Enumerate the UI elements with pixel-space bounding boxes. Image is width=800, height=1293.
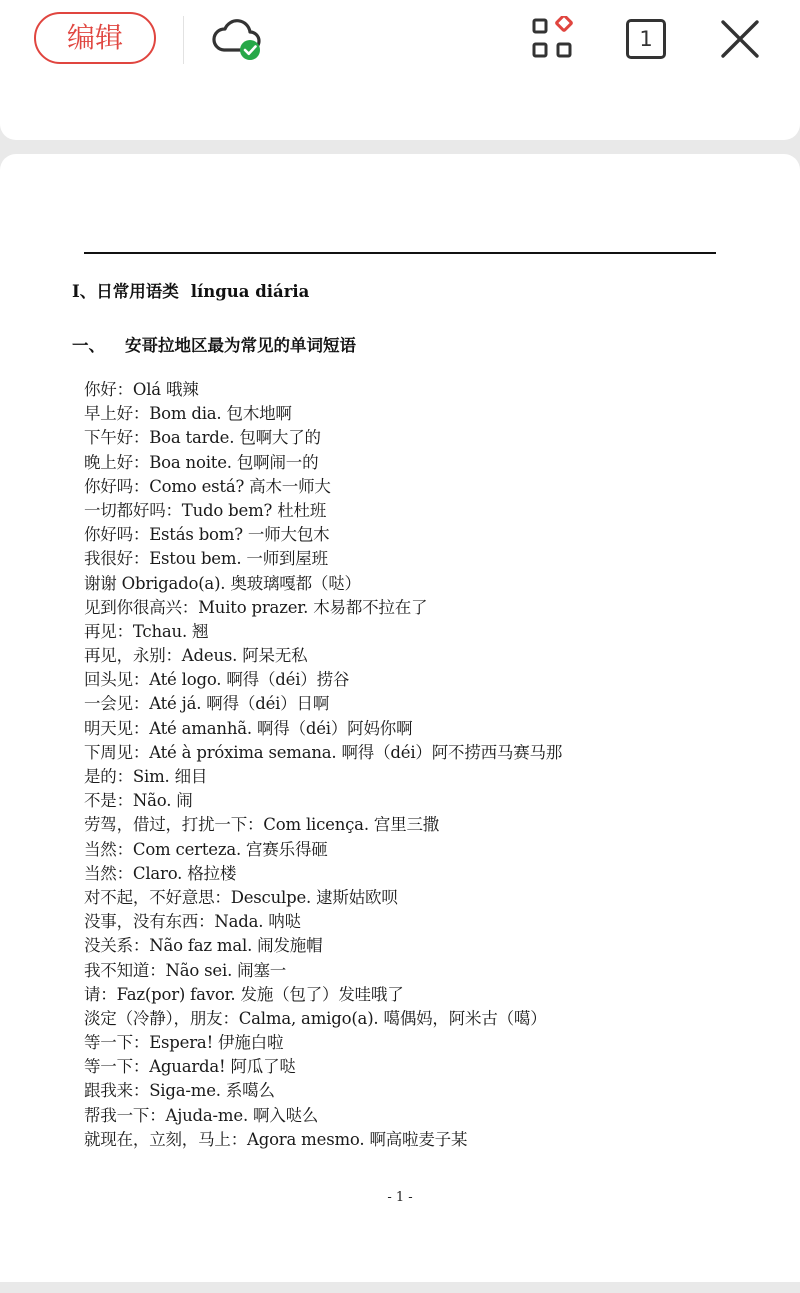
phrase-entry: 一会见：Até já. 啊得（déi）日啊: [84, 694, 330, 714]
phrase-entry: 请：Faz(por) favor. 发施（包了）发哇哦了: [84, 984, 404, 1004]
section-title: [72, 278, 309, 302]
phrase-entry: 跟我来：Siga-me. 系噶么: [84, 1081, 275, 1101]
top-toolbar: [0, 0, 800, 85]
phrase-entry: 劳驾，借过，打扰一下：Com licença. 宫里三撒: [84, 815, 440, 835]
phrase-entry: 你好：Olá 哦辣: [84, 380, 199, 399]
phrase-entry: 回头见：Até logo. 啊得（déi）捞谷: [84, 670, 350, 690]
page-number: - 1 -: [387, 1190, 413, 1205]
phrase-entry: 见到你很高兴：Muito prazer. 木易都不拉在了: [84, 597, 428, 617]
phrase-entry: 不是：Não. 闹: [84, 791, 193, 811]
phrase-entry: 就现在，立刻，马上：Agora mesmo. 啊高啦麦子某: [84, 1129, 468, 1149]
phrase-entry: 是的：Sim. 细目: [84, 767, 208, 786]
phrase-entry: 谢谢 Obrigado(a). 奥玻璃嘎都（哒）: [84, 573, 361, 593]
subsection-title: [72, 332, 356, 356]
phrase-entry: 对不起，不好意思：Desculpe. 逮斯姑欧呗: [84, 887, 398, 907]
phrase-entry: 一切都好吗：Tudo bem? 杜杜班: [84, 500, 327, 520]
phrase-entry: 早上好：Bom dia. 包木地啊: [84, 404, 292, 424]
phrase-entry: 再见，永别：Adeus. 阿呆无私: [84, 646, 308, 666]
phrase-entry: 当然：Com certeza. 宫赛乐得砸: [84, 839, 328, 859]
phrase-entry: 没关系：Não faz mal. 闹发施帽: [84, 936, 323, 956]
phrase-entry: 我很好：Estou bem. 一师到屋班: [84, 549, 328, 569]
previous-page-bottom: [0, 84, 800, 140]
phrase-entry: 晚上好：Boa noite. 包啊闹一的: [84, 452, 319, 472]
phrase-entry: 没事，没有东西：Nada. 呐哒: [84, 912, 301, 932]
section-title-portuguese: língua diária: [190, 282, 310, 301]
cloud-synced-icon[interactable]: [210, 16, 266, 62]
phrase-entry: 你好吗：Estás bom? 一师大包木: [84, 525, 330, 545]
app-grid-icon[interactable]: [530, 16, 576, 62]
document-page[interactable]: [0, 154, 800, 1282]
header-rule: [84, 252, 716, 254]
phrase-list: [84, 378, 562, 1152]
toolbar-divider: [183, 16, 184, 64]
phrase-entry: 等一下：Espera! 伊施白啦: [84, 1033, 284, 1053]
phrase-entry: 淡定（冷静），朋友：Calma, amigo(a). 噶偶妈，阿米古（噶）: [84, 1008, 547, 1028]
phrase-entry: 下午好：Boa tarde. 包啊大了的: [84, 428, 321, 448]
phrase-entry: 当然：Claro. 格拉楼: [84, 863, 237, 883]
subsection-title-text: 安哥拉地区最为常见的单词短语: [125, 336, 356, 355]
phrase-entry: 等一下：Aguarda! 阿瓜了哒: [84, 1057, 296, 1077]
subsection-number: 一、: [72, 336, 105, 355]
page-count-indicator[interactable]: [626, 19, 666, 59]
page-count: 1: [639, 27, 653, 51]
edit-button[interactable]: 编辑: [34, 12, 156, 64]
phrase-entry: 你好吗：Como está? 高木一师大: [84, 476, 331, 496]
phrase-entry: 明天见：Até amanhã. 啊得（déi）阿妈你啊: [84, 718, 413, 738]
phrase-entry: 我不知道：Não sei. 闹塞一: [84, 960, 287, 980]
phrase-entry: 下周见：Até à próxima semana. 啊得（déi）阿不捞西马赛马那: [84, 742, 563, 762]
phrase-entry: 再见：Tchau. 翘: [84, 621, 209, 641]
close-icon[interactable]: [720, 19, 760, 59]
phrase-entry: 帮我一下：Ajuda-me. 啊入哒么: [84, 1105, 319, 1125]
section-title-chinese: I、日常用语类: [72, 282, 179, 301]
